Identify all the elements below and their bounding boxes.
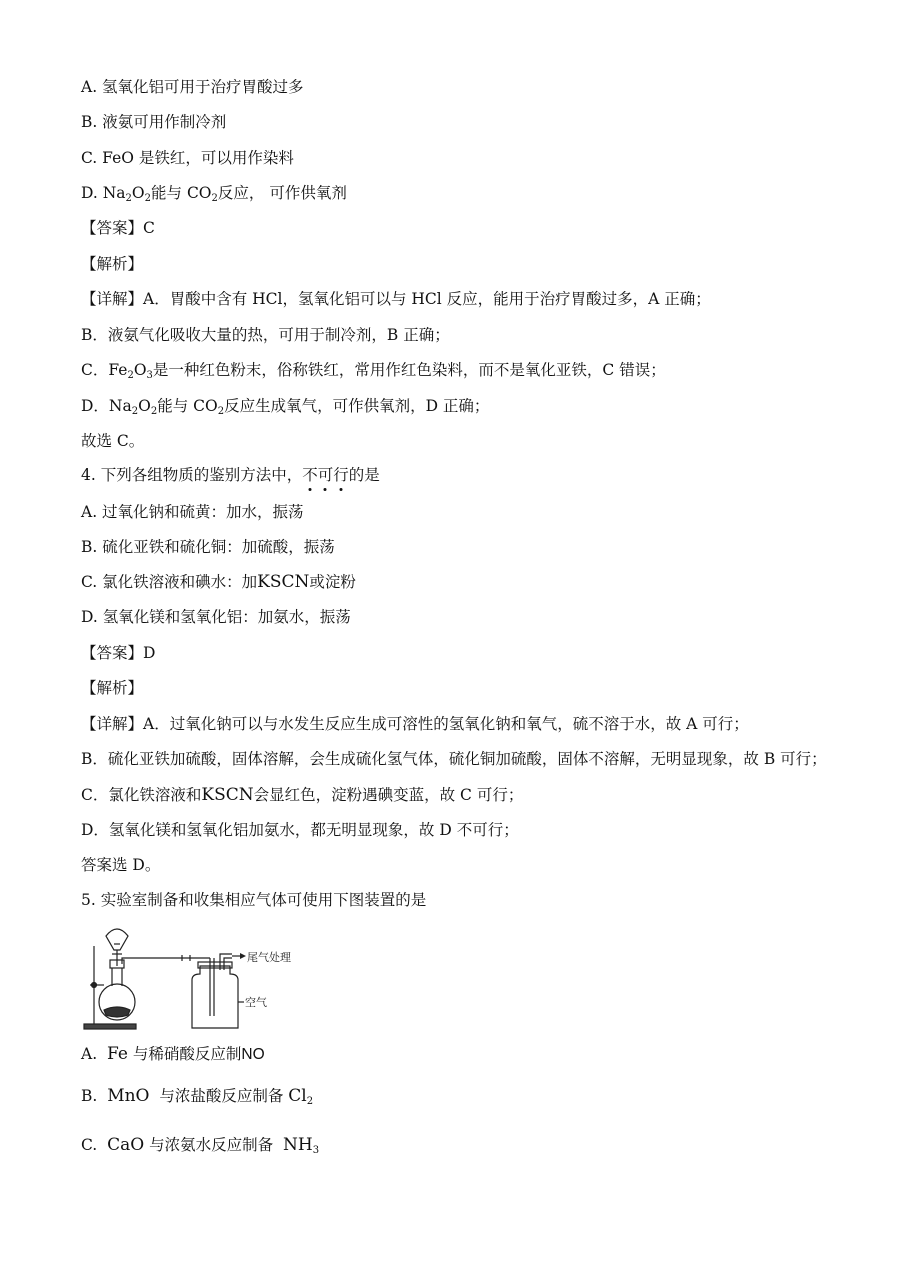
- label-tail-gas: 尾气处理: [247, 952, 291, 964]
- q4-option-a: A. 过氧化钠和硫黄：加水，振荡: [81, 503, 304, 521]
- label-air: 空气: [245, 997, 267, 1009]
- q3-conclusion: 故选 C。: [81, 432, 145, 450]
- q3-detail-c: C．$Fe_2O_3$是一种红色粉末，俗称铁红，常用作红色染料，而不是氧化亚铁，C 错误；: [81, 361, 666, 381]
- q4-conclusion: 答案选 D。: [81, 856, 161, 874]
- q4-stem: 4. 下列各组物质的鉴别方法中，不 可 行 的是: [81, 465, 380, 485]
- q4-detail-a: 【详解】A．过氧化钠可以与水发生反应生成可溶性的氢氧化钠和氧气，硫不溶于水，故 A 可行；: [81, 715, 749, 733]
- stand-base: [84, 1024, 136, 1029]
- emphasis-char: 不: [302, 466, 318, 484]
- q3-option-b: B. 液氨可用作制冷剂: [81, 113, 227, 131]
- solid-reagent: [104, 1007, 130, 1017]
- collecting-bottle: [192, 966, 238, 1028]
- q5-option-a: A. Fe 与稀硝酸反应制NO: [81, 1044, 265, 1064]
- q3-detail-a: 【详解】A．胃酸中含有 HCl，氢氧化铝可以与 HCl 反应，能用于治疗胃酸过多，A 正确；: [81, 290, 711, 308]
- emphasis-char: 可: [318, 466, 334, 484]
- q3-analysis-heading: 【解析】: [81, 255, 144, 273]
- q3-option-c: C. FeO 是铁红，可以用作染料: [81, 149, 294, 167]
- q4-analysis-heading: 【解析】: [81, 679, 144, 697]
- q3-answer: 【答案】C: [81, 219, 155, 237]
- q4-option-c: C. 氯化铁溶液和碘水：加KSCN或淀粉: [81, 572, 356, 592]
- separatory-funnel: [106, 929, 128, 950]
- q4-option-d: D. 氢氧化镁和氢氧化铝：加氨水，振荡: [81, 608, 351, 626]
- q4-detail-d: D．氢氧化镁和氢氧化铝加氨水，都无明显现象，故 D 不可行；: [81, 821, 519, 839]
- q4-detail-c: C．氯化铁溶液和KSCN会显红色，淀粉遇碘变蓝，故 C 可行；: [81, 785, 524, 805]
- q5-option-c: C. CaO 与浓氨水反应制备 $NH_3$: [81, 1135, 320, 1156]
- q4-detail-b: B．硫化亚铁加硫酸，固体溶解，会生成硫化氢气体，硫化铜加硫酸，固体不溶解，无明显现象，故 B 可行；: [81, 750, 827, 768]
- q3-detail-b: B．液氨气化吸收大量的热，可用于制冷剂，B 正确；: [81, 326, 450, 344]
- q3-detail-d: D．$Na_2O_2$能与 $CO_2$反应生成氧气，可作供氧剂，D 正确；: [81, 397, 490, 417]
- emphasis-char: 行: [333, 466, 349, 484]
- q4-answer: 【答案】D: [81, 644, 156, 662]
- q5-option-b: B. MnO 与浓盐酸反应制备 $Cl_2$: [81, 1086, 314, 1107]
- q3-option-d: D. $Na_2O_2$能与 $CO_2$反应， 可作供氧剂: [81, 184, 347, 204]
- arrow-head-icon: [240, 953, 246, 959]
- q3-option-a: A. 氢氧化铝可用于治疗胃酸过多: [81, 78, 304, 96]
- delivery-tube: [122, 958, 210, 964]
- gas-apparatus-diagram: [82, 924, 292, 1034]
- q5-stem: 5. 实验室制备和收集相应气体可使用下图装置的是: [81, 891, 427, 909]
- q4-option-b: B. 硫化亚铁和硫化铜：加硫酸，振荡: [81, 538, 335, 556]
